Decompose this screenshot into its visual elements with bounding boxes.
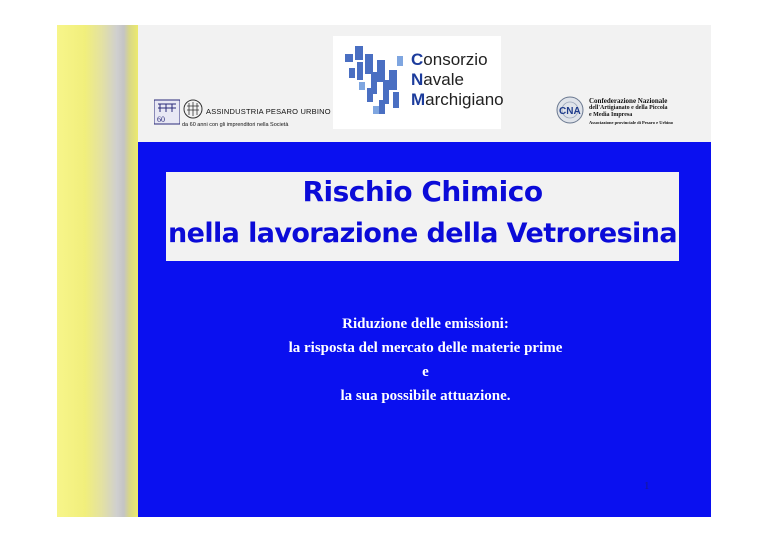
page-number: 1 — [644, 480, 650, 492]
cna-logo — [555, 95, 705, 131]
page-title: Rischio Chimico — [302, 175, 543, 208]
cnm-line-1: Consorzio — [411, 50, 488, 69]
cnm-line-3: Marchigiano — [411, 90, 504, 109]
assindustria-crest-icon — [182, 98, 204, 120]
cna-line-1: Confederazione Nazionale — [589, 97, 668, 105]
assindustria-tagline: da 60 anni con gli imprenditori nella Società — [182, 122, 289, 128]
cna-line-3: e Media Impresa — [589, 112, 633, 118]
cna-badge: CNA — [559, 106, 581, 117]
subtitle-line-2: la risposta del mercato delle materie prime — [288, 340, 563, 356]
assindustria-emblem-icon — [154, 98, 180, 126]
consorzio-navale-logo — [333, 36, 504, 129]
title-box — [166, 172, 679, 261]
subtitle-line-3: e — [422, 364, 429, 380]
assindustria-logo — [154, 98, 331, 138]
cna-line-4: Associazione provinciale di Pesaro e Urbino — [589, 120, 673, 125]
cnm-emblem-icon — [339, 40, 409, 126]
slide — [57, 25, 711, 517]
assindustria-name: ASSINDUSTRIA PESARO URBINO — [206, 107, 331, 116]
cna-line-2: dell'Artigianato e della Piccola — [589, 105, 668, 111]
left-gradient-bar — [57, 25, 138, 517]
cna-emblem-icon — [555, 95, 587, 125]
cnm-line-2: Navale — [411, 70, 464, 89]
assindustria-badge: 60 — [157, 115, 165, 124]
subtitle-line-4: la sua possibile attuazione. — [340, 388, 511, 404]
page-title-line-2: nella lavorazione della Vetroresina — [168, 218, 677, 249]
subtitle-line-1: Riduzione delle emissioni: — [342, 316, 509, 332]
